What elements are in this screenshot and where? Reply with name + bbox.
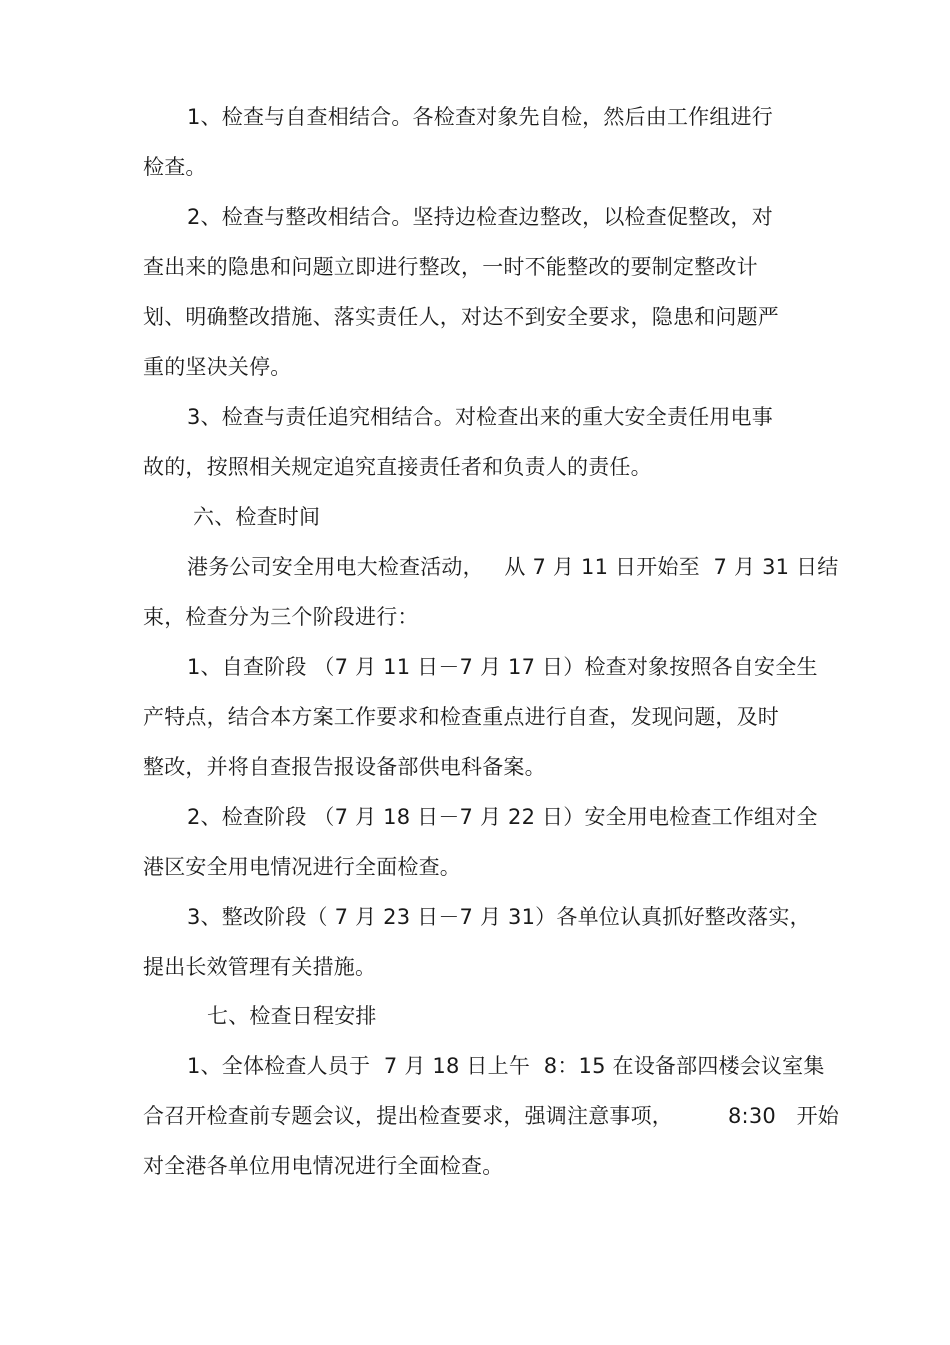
text-line: 1、自查阶段 （7 月 11 日－7 月 17 日）检查对象按照各自安全生 [187, 655, 818, 679]
text-line: 产特点，结合本方案工作要求和检查重点进行自查，发现问题，及时 [143, 705, 779, 729]
text-line: 整改，并将自查报告报设备部供电科备案。 [143, 755, 546, 779]
text-line: 划、明确整改措施、落实责任人，对达不到安全要求，隐患和问题严 [143, 305, 779, 329]
text-line: 2、检查与整改相结合。坚持边检查边整改，以检查促整改，对 [187, 205, 773, 229]
text-line: 1、全体检查人员于 7 月 18 日上午 8：15 在设备部四楼会议室集 [187, 1054, 825, 1078]
text-line: 故的，按照相关规定追究直接责任者和负责人的责任。 [143, 455, 652, 479]
text-line: 1、检查与自查相结合。各检查对象先自检，然后由工作组进行 [187, 105, 773, 129]
text-line: 港区安全用电情况进行全面检查。 [143, 855, 461, 879]
text-line: 合召开检查前专题会议，提出检查要求，强调注意事项， 8:30 开始 [143, 1104, 839, 1128]
text-line: 3、检查与责任追究相结合。对检查出来的重大安全责任用电事 [187, 405, 773, 429]
text-line: 2、检查阶段 （7 月 18 日－7 月 22 日）安全用电检查工作组对全 [187, 805, 818, 829]
text-line: 束，检查分为三个阶段进行： [143, 605, 419, 629]
text-line: 查出来的隐患和问题立即进行整改，一时不能整改的要制定整改计 [143, 255, 758, 279]
text-line: 对全港各单位用电情况进行全面检查。 [143, 1154, 504, 1178]
text-line: 提出长效管理有关措施。 [143, 955, 377, 979]
section-heading: 六、检查时间 [193, 505, 321, 529]
text-line: 重的坚决关停。 [143, 355, 292, 379]
text-line: 3、整改阶段（ 7 月 23 日－7 月 31）各单位认真抓好整改落实， [187, 905, 811, 929]
section-heading: 七、检查日程安排 [207, 1004, 377, 1028]
text-line: 港务公司安全用电大检查活动， 从 7 月 11 日开始至 7 月 31 日结 [187, 555, 839, 579]
text-line: 检查。 [143, 155, 207, 179]
